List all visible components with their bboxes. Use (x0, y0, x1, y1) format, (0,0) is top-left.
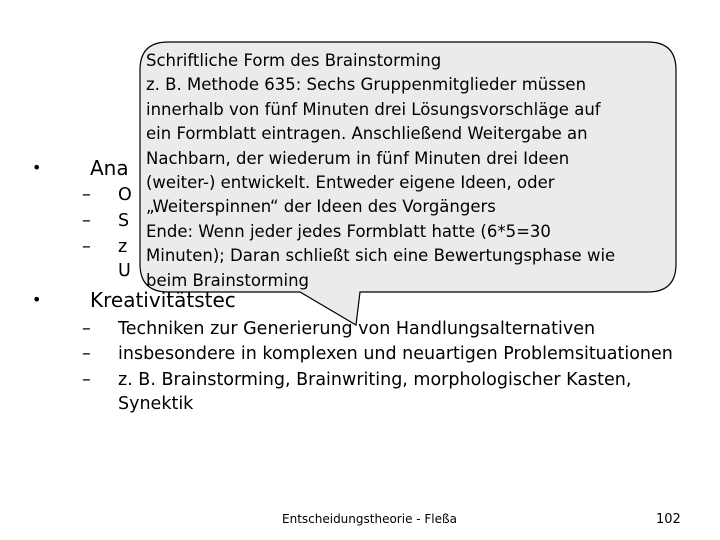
bullet-text: Ana (90, 156, 129, 180)
footer-title: Entscheidungstheorie - Fleßa (282, 512, 457, 526)
sub-bullet-text: z (118, 237, 128, 257)
sub-bullet-text: Techniken zur Generierung von Handlungsalternativen (118, 319, 596, 339)
dash-marker: – (82, 211, 91, 231)
page-number: 102 (656, 512, 681, 527)
dash-marker: – (82, 370, 91, 390)
sub-bullet-text: O (118, 185, 132, 205)
bullet-dot: • (32, 158, 42, 177)
sub-bullet-text: insbesondere in komplexen und neuartigen Problemsituationen (118, 344, 673, 364)
dash-marker: – (82, 185, 91, 205)
bullet-text: Kreativitätstec (90, 288, 236, 312)
callout-text: Schriftliche Form des Brainstorming z. B. Methode 635: Sechs Gruppenmitglieder müssen innerhalb von fünf Minuten drei Lösungsvorschläge auf ein Formblatt eintragen. Anschließend Weitergabe an Nachbarn, der wiederum in fünf Minuten drei Ideen (weiter-) entwickelt. Entweder eigene Ideen, oder „Weiterspinnen“ der Ideen des Vorgängers Ende: Wenn jeder jedes Formblatt hatte (6*5=30 Minuten); Daran schließt sich eine Bewertungsphase wie beim Brainstorming (146, 51, 616, 290)
sub-bullet-text-continuation: U (118, 261, 131, 281)
bullet-dot: • (32, 290, 42, 309)
sub-bullet-text: z. B. Brainstorming, Brainwriting, morphologischer Kasten, (118, 370, 632, 390)
sub-bullet-text: S (118, 211, 130, 231)
dash-marker: – (82, 319, 91, 339)
sub-bullet-text-continuation: Synektik (118, 394, 194, 414)
dash-marker: – (82, 344, 91, 364)
dash-marker: – (82, 237, 91, 257)
